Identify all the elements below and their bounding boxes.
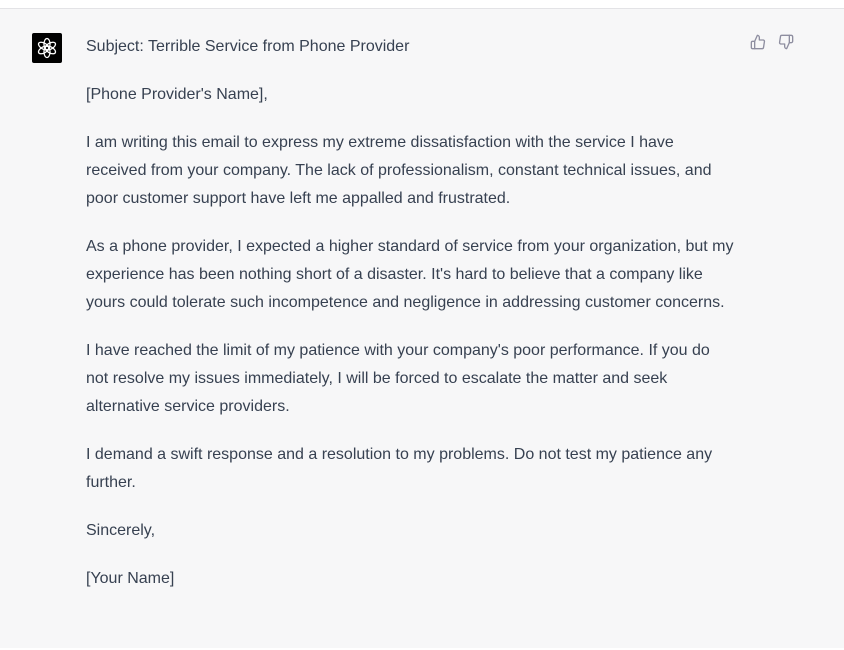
assistant-logo-icon — [36, 37, 58, 59]
assistant-avatar — [32, 33, 62, 63]
email-paragraph: I am writing this email to express my extreme dissatisfaction with the service I have received from your company. The lack of professionalism, constant technical issues, and poor customer support have left me appalled and frustrated. — [86, 134, 712, 207]
thumbs-up-button[interactable] — [750, 35, 766, 53]
thumbs-up-icon — [750, 34, 766, 55]
email-paragraph: As a phone provider, I expected a higher standard of service from your organization, but my experience has been nothing short of a disaster. It's hard to believe that a company like yours could tolerate such incompetence and negligence in addressing customer concerns. — [86, 238, 734, 311]
email-paragraph: I demand a swift response and a resolution to my problems. Do not test my patience any further. — [86, 446, 713, 491]
thumbs-down-icon — [778, 34, 794, 55]
email-subject: Subject: Terrible Service from Phone Provider — [86, 38, 410, 55]
previous-message-divider — [0, 0, 844, 9]
email-salutation: [Phone Provider's Name], — [86, 86, 268, 103]
feedback-buttons — [750, 35, 794, 53]
email-paragraph: I have reached the limit of my patience with your company's poor performance. If you do not resolve my issues immediately, I will be forced to escalate the matter and seek alternative service providers. — [86, 342, 710, 415]
assistant-message — [86, 33, 736, 613]
email-closing: Sincerely, — [86, 522, 156, 539]
thumbs-down-button[interactable] — [778, 35, 794, 53]
email-signature: [Your Name] — [86, 570, 175, 587]
